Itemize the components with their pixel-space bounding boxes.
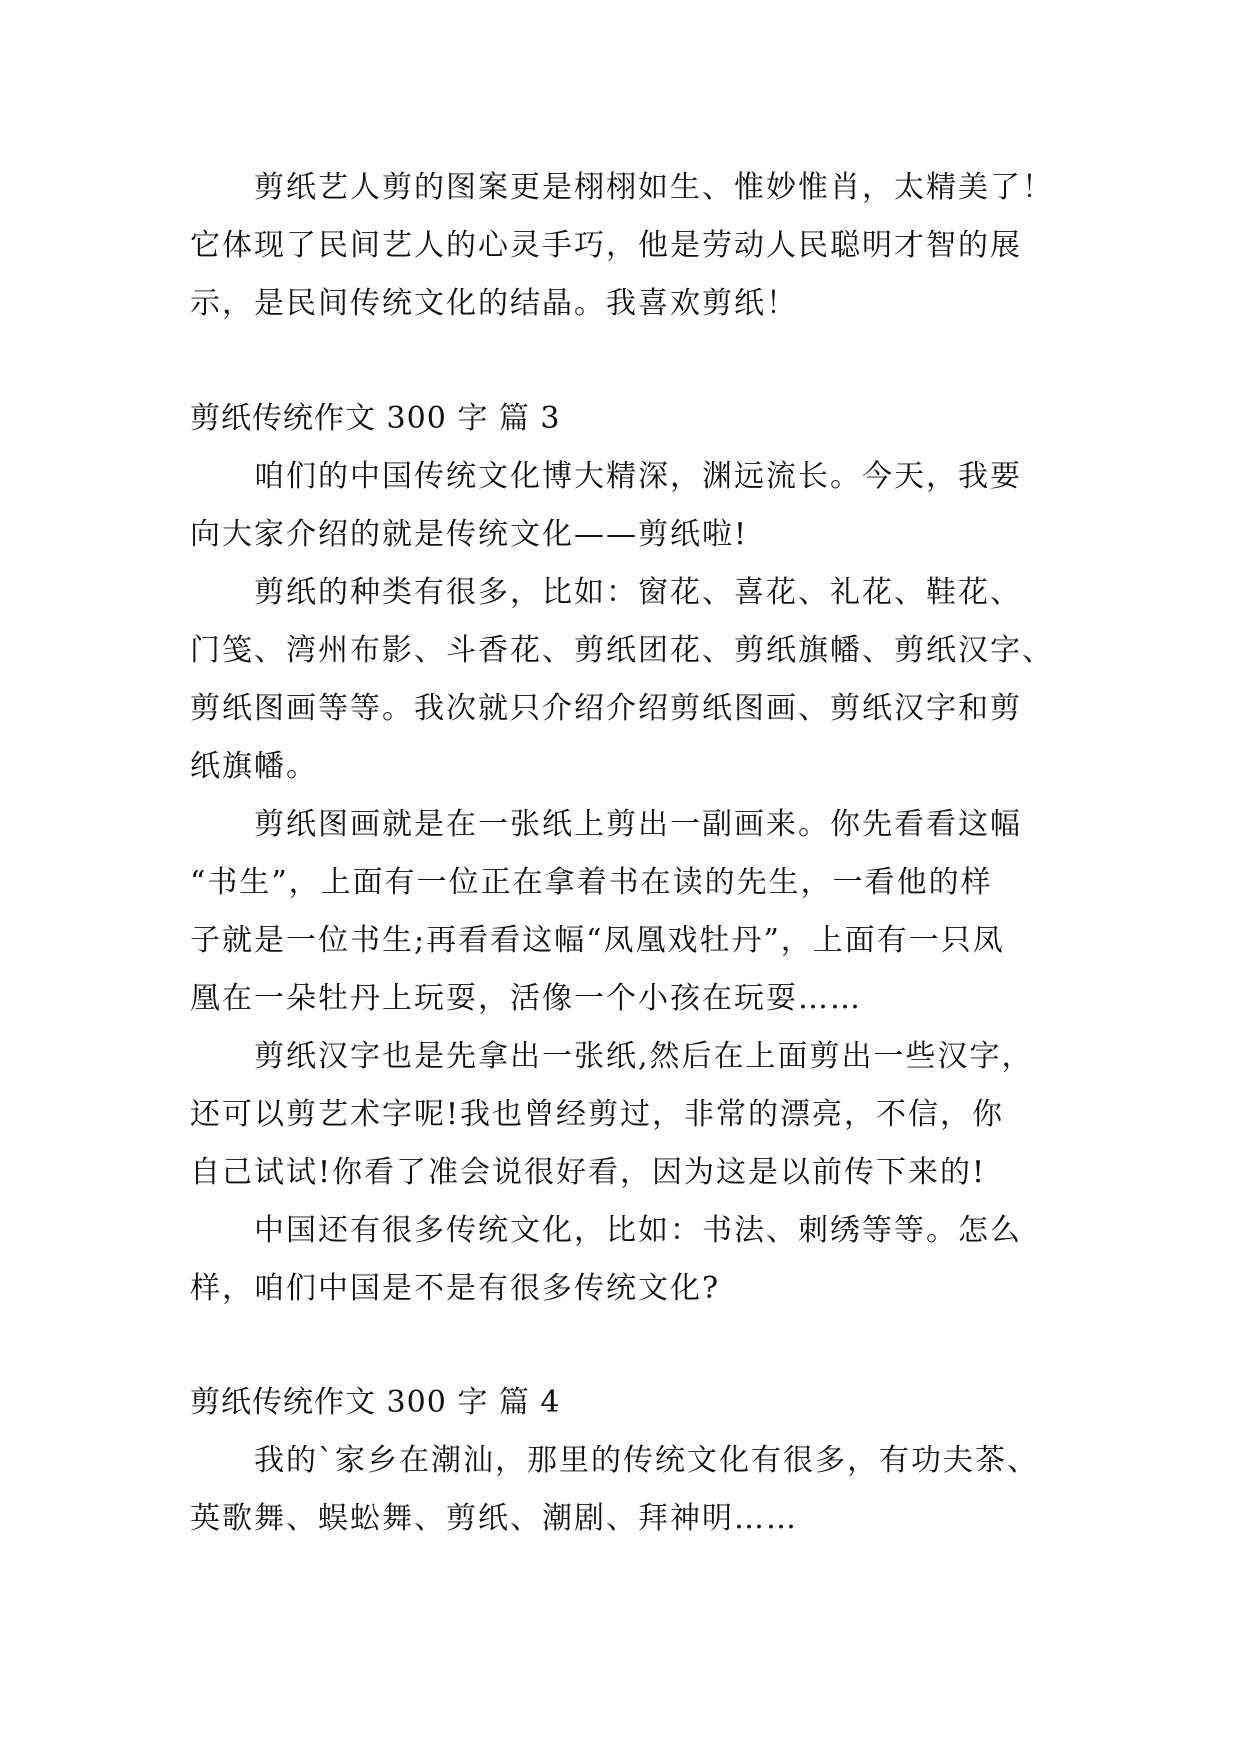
text-line: “书生”，上面有一位正在拿着书在读的先生，一看他的样 [190, 865, 993, 900]
text-line: 中国还有很多传统文化，比如：书法、刺绣等等。怎么 [190, 1213, 1022, 1248]
text-line: 剪纸艺人剪的图案更是栩栩如生、惟妙惟肖，太精美了！ [190, 170, 1054, 205]
text-line: 纸旗幡。 [190, 749, 318, 784]
text-line: 剪纸图画等等。我次就只介绍介绍剪纸图画、剪纸汉字和剪 [190, 691, 1022, 726]
text-line: 示，是民间传统文化的结晶。我喜欢剪纸！ [190, 286, 798, 321]
text-line: 凰在一朵牡丹上玩耍，活像一个小孩在玩耍…… [190, 981, 862, 1016]
text-line: 英歌舞、蜈蚣舞、剪纸、潮剧、拜神明…… [190, 1501, 798, 1536]
text-line: 它体现了民间艺人的心灵手巧，他是劳动人民聪明才智的展 [190, 228, 1022, 263]
intro-paragraph [190, 159, 1070, 333]
text-line: 剪纸的种类有很多，比如：窗花、喜花、礼花、鞋花、 [190, 575, 1022, 610]
text-line: 门笺、湾州布影、斗香花、剪纸团花、剪纸旗幡、剪纸汉字、 [190, 633, 1054, 668]
text-line: 还可以剪艺术字呢!我也曾经剪过，非常的漂亮，不信，你 [190, 1097, 1005, 1132]
section-4 [190, 1374, 1070, 1548]
text-line: 样，咱们中国是不是有很多传统文化? [190, 1271, 721, 1306]
text-line: 自己试试!你看了准会说很好看，因为这是以前传下来的! [190, 1155, 987, 1190]
section-3 [190, 390, 1070, 1318]
text-line: 子就是一位书生;再看看这幅“凤凰戏牡丹”，上面有一只凤 [190, 923, 1005, 958]
text-line: 我的`家乡在潮汕，那里的传统文化有很多，有功夫茶、 [190, 1443, 1039, 1478]
section-heading: 剪纸传统作文 300 字 篇 4 [190, 1385, 561, 1420]
text-line: 剪纸图画就是在一张纸上剪出一副画来。你先看看这幅 [190, 807, 1022, 842]
text-line: 向大家介绍的就是传统文化——剪纸啦! [190, 517, 749, 552]
text-line: 剪纸汉字也是先拿出一张纸,然后在上面剪出一些汉字， [190, 1039, 1034, 1074]
text-line: 咱们的中国传统文化博大精深，渊远流长。今天，我要 [190, 459, 1022, 494]
section-heading: 剪纸传统作文 300 字 篇 3 [190, 401, 561, 436]
